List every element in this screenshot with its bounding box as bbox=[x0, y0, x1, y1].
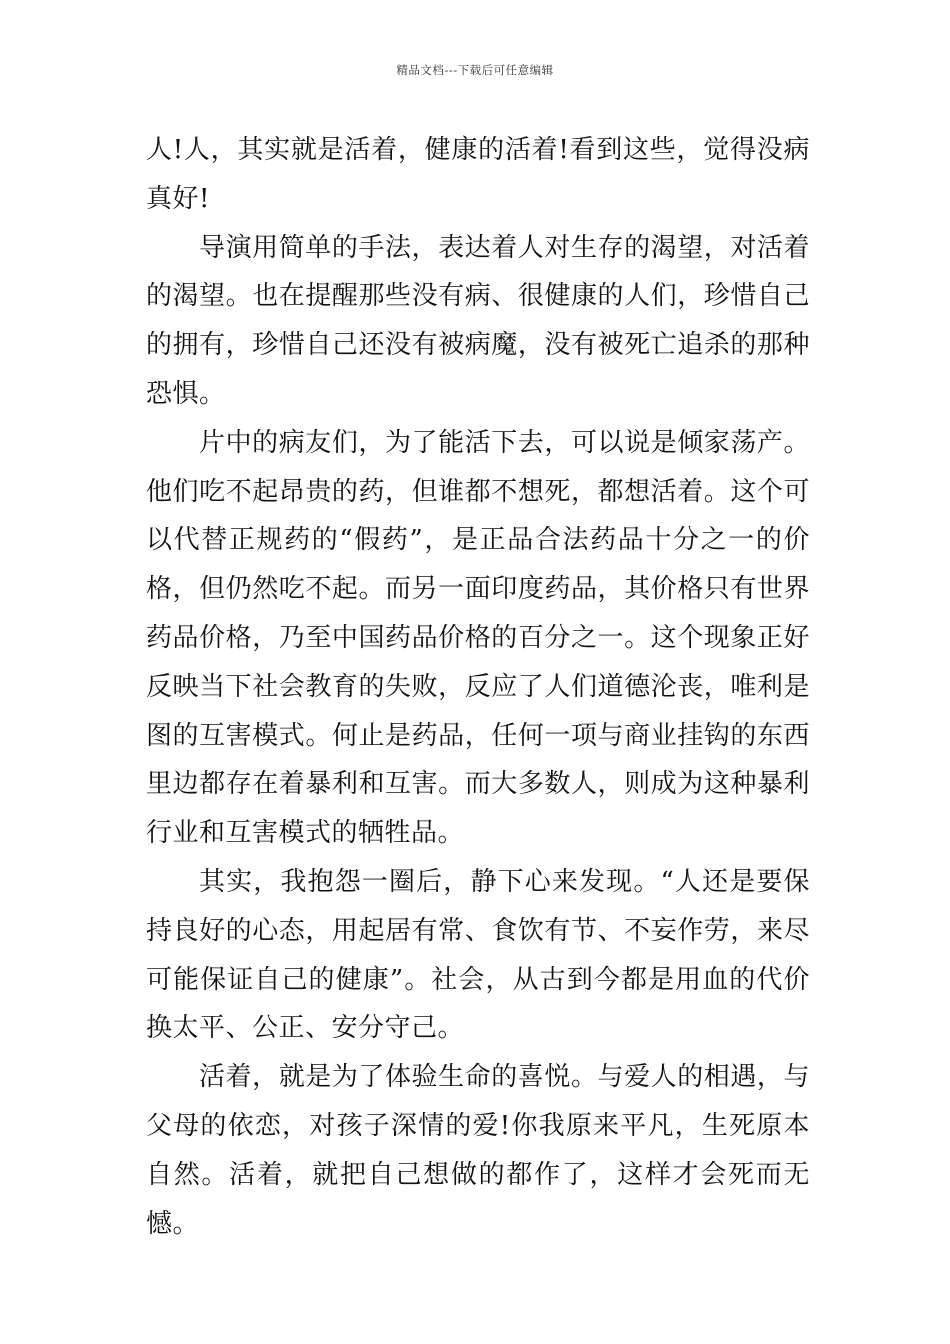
paragraph: 片中的病友们，为了能活下去，可以说是倾家荡产。他们吃不起昂贵的药，但谁都不想死，都想活着。这个可以代替正规药的“假药”，是正品合法药品十分之一的价格，但仍然吃不起。而另一面印度药品，其价格只有世界药品价格，乃至中国药品价格的百分之一。这个现象正好反映当下社会教育的失败，反应了人们道德沦丧，唯利是图的互害模式。何止是药品，任何一项与商业挂钩的东西里边都存在着暴利和互害。而大多数人，则成为这种暴利行业和互害模式的牺牲品。 bbox=[146, 427, 810, 849]
paragraph: 其实，我抱怨一圈后，静下心来发现。“人还是要保持良好的心态，用起居有常、食饮有节、不妄作劳，来尽可能保证自己的健康”。社会，从古到今都是用血的代价换太平、公正、安分守己。 bbox=[146, 866, 810, 1044]
page-header: 精品文档---下载后可任意编辑 bbox=[396, 63, 554, 77]
paragraph: 活着，就是为了体验生命的喜悦。与爱人的相遇，与父母的依恋，对孩子深情的爱!你我原来平凡，生死原本自然。活着，就把自己想做的都作了，这样才会死而无憾。 bbox=[146, 1062, 810, 1239]
paragraph-continued: 人!人，其实就是活着，健康的活着!看到这些，觉得没病真好! bbox=[146, 135, 810, 214]
document-body bbox=[146, 126, 810, 1248]
paragraph: 导演用简单的手法，表达着人对生存的渴望，对活着的渴望。也在提醒那些没有病、很健康的人们，珍惜自己的拥有，珍惜自己还没有被病魔，没有被死亡追杀的那种恐惧。 bbox=[146, 232, 810, 409]
